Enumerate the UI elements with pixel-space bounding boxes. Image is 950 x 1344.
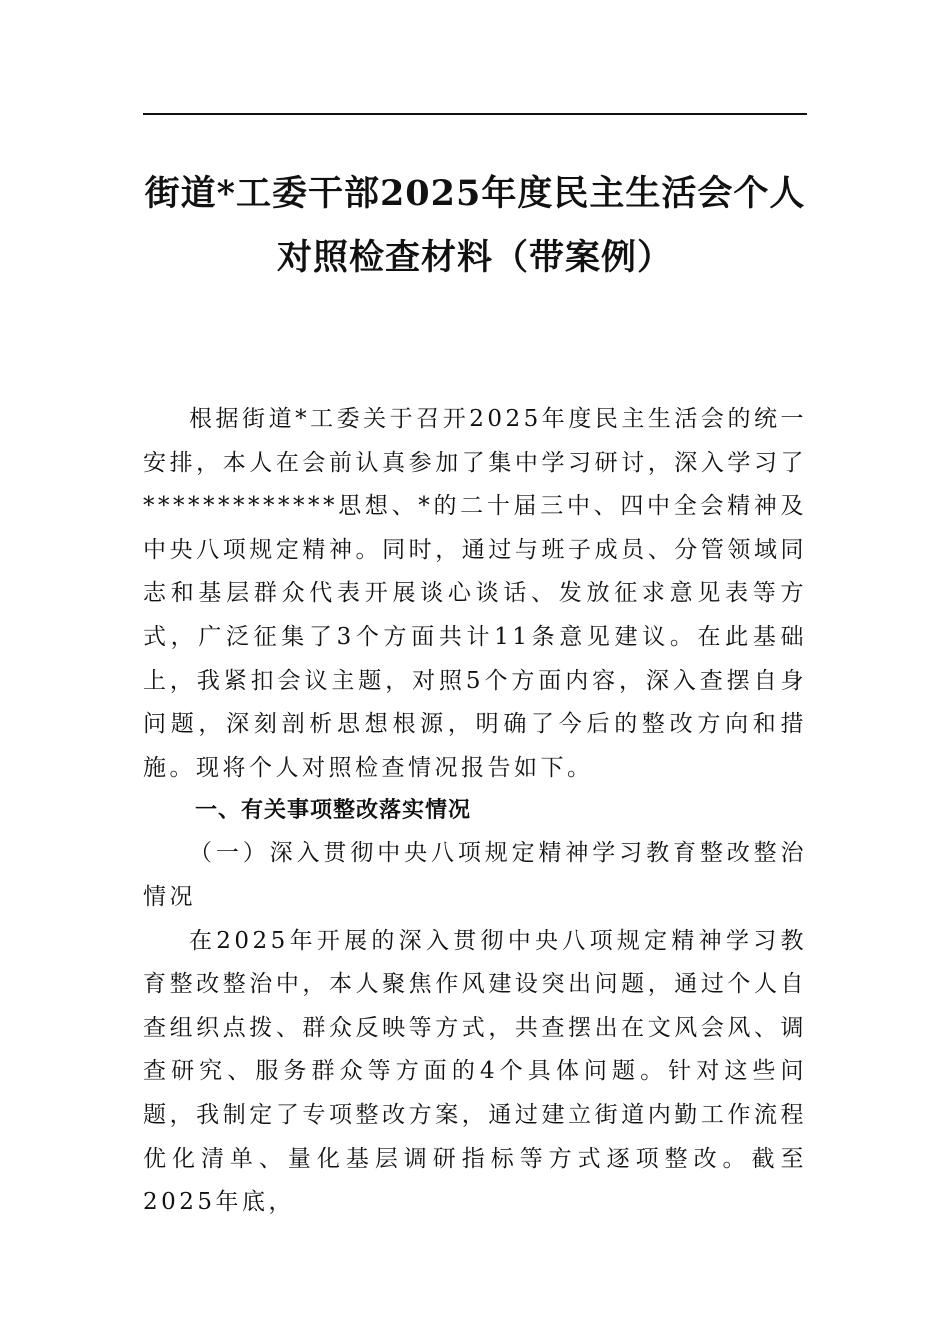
title-line-1: 街道*工委干部2025年度民主生活会个人 [144, 173, 806, 214]
header-rule [143, 113, 807, 115]
intro-paragraph: 根据街道*工委关于召开2025年度民主生活会的统一安排，本人在会前认真参加了集中学习研讨，深入学习了*************思想、*的二十届三中、四中全会精神及中央八项规定精神。同时，通过与班子成员、分管领域同志和基层群众代表开展谈心谈话、发放征求意见表等方式，广泛征集了3个方面共计11条意见建议。在此基础上，我紧扣会议主题，对照5个方面内容，深入查摆自身问题，深刻剖析思想根源，明确了今后的整改方向和措施。现将个人对照检查情况报告如下。 [143, 406, 807, 781]
subsection-heading: （一）深入贯彻中央八项规定精神学习教育整改整治情况 [143, 840, 807, 910]
document-body [143, 398, 807, 1225]
body-paragraph: 在2025年开展的深入贯彻中央八项规定精神学习教育整改整治中，本人聚焦作风建设突出问题，通过个人自查组织点拨、群众反映等方式，共查摆出在文风会风、调查研究、服务群众等方面的4个具体问题。针对这些问题，我制定了专项整改方案，通过建立街道内勤工作流程优化清单、量化基层调研指标等方式逐项整改。截至2025年底， [143, 927, 807, 1216]
section-heading: 一、有关事项整改落实情况 [195, 798, 472, 824]
title-line-2: 对照检查材料（带案例） [276, 237, 673, 278]
document-title [143, 162, 807, 290]
